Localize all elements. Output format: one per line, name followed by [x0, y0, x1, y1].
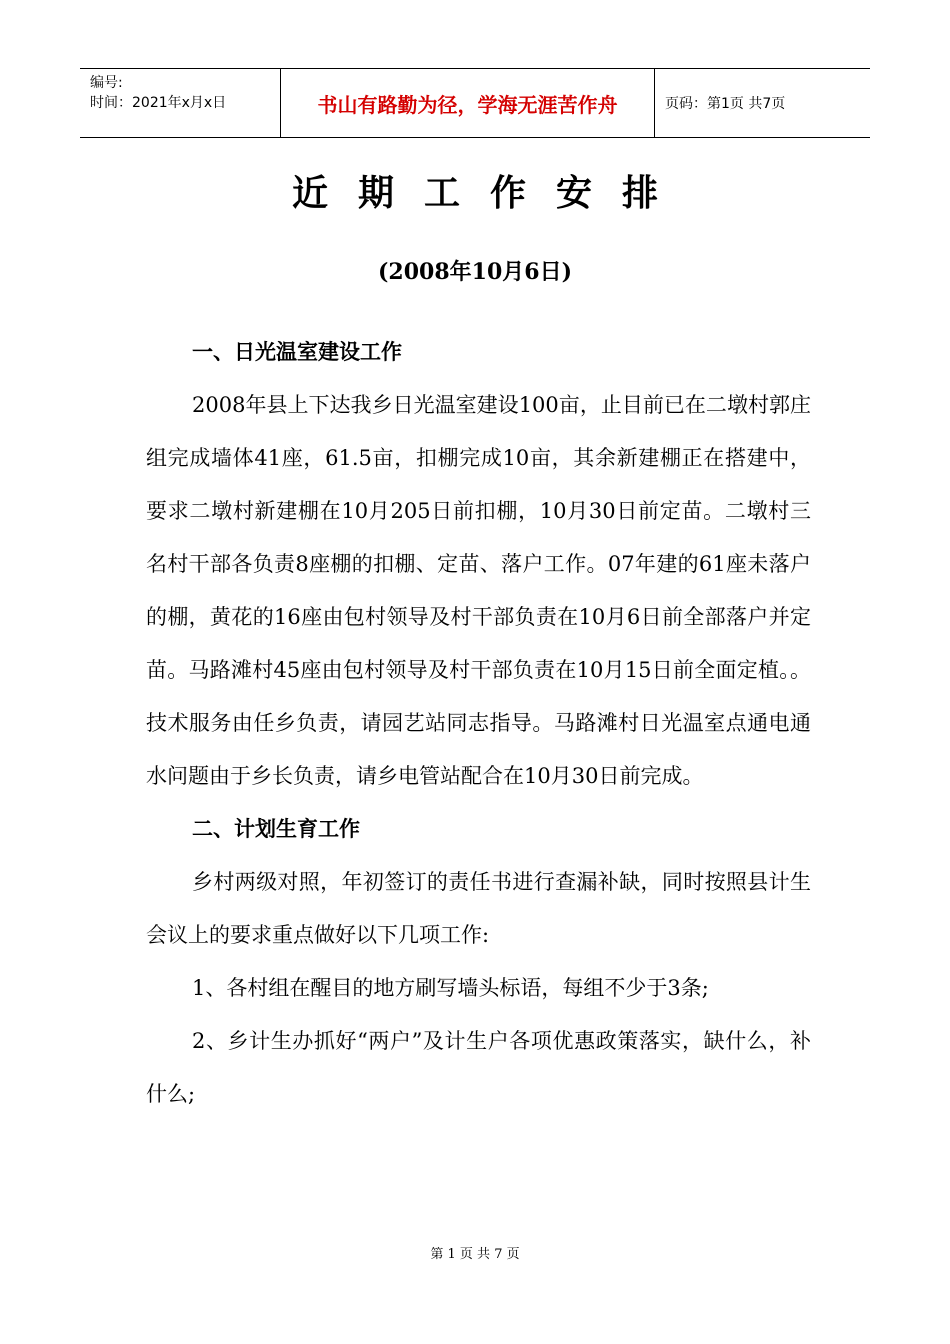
list-item: 2、乡计生办抓好“两户”及计生户各项优惠政策落实，缺什么，补什么;: [146, 1029, 811, 1106]
time-label: 时间：2021年x月x日: [90, 95, 227, 111]
paragraph: 2008年县上下达我乡日光温室建设100亩，止目前已在二墩村郭庄组完成墙体41座，61.5亩，扣棚完成10亩，其余新建棚正在搭建中，要求二墩村新建棚在10月205日前扣棚，10月30日前定苗。二墩村三名村干部各负责8座棚的扣棚、定苗、落户工作。07年建的61座未落户的棚，黄花的16座由包村领导及村干部负责在10月6日前全部落户并定苗。马路滩村45座由包村领导及村干部负责在10月15日前全面定植。。技术服务由任乡负责，请园艺站同志指导。马路滩村日光温室点通电通水问题由于乡长负责，请乡电管站配合在10月30日前完成。: [146, 393, 811, 788]
page-header: [80, 68, 870, 138]
list-item: 1、各村组在醒目的地方刷写墙头标语，每组不少于3条;: [192, 976, 709, 1000]
document-title: 近期工作安排: [291, 173, 688, 214]
header-motto: 书山有路勤为径，学海无涯苦作舟: [280, 69, 655, 137]
document-date: (2008年10月6日): [378, 259, 572, 285]
section-heading: 一、日光温室建设工作: [192, 340, 402, 364]
number-label: 编号:: [90, 75, 123, 91]
paragraph: 乡村两级对照，年初签订的责任书进行查漏补缺，同时按照县计生会议上的要求重点做好以下几项工作:: [146, 870, 811, 947]
header-page-label: 页码：第1页 共7页: [665, 96, 786, 112]
document-body: [146, 326, 811, 1121]
section-family-planning: [146, 803, 811, 1121]
section-heading: 二、计划生育工作: [192, 817, 360, 841]
header-meta: [80, 69, 280, 137]
section-greenhouse: [146, 326, 811, 803]
page-footer: 第 1 页 共 7 页: [430, 1247, 520, 1262]
